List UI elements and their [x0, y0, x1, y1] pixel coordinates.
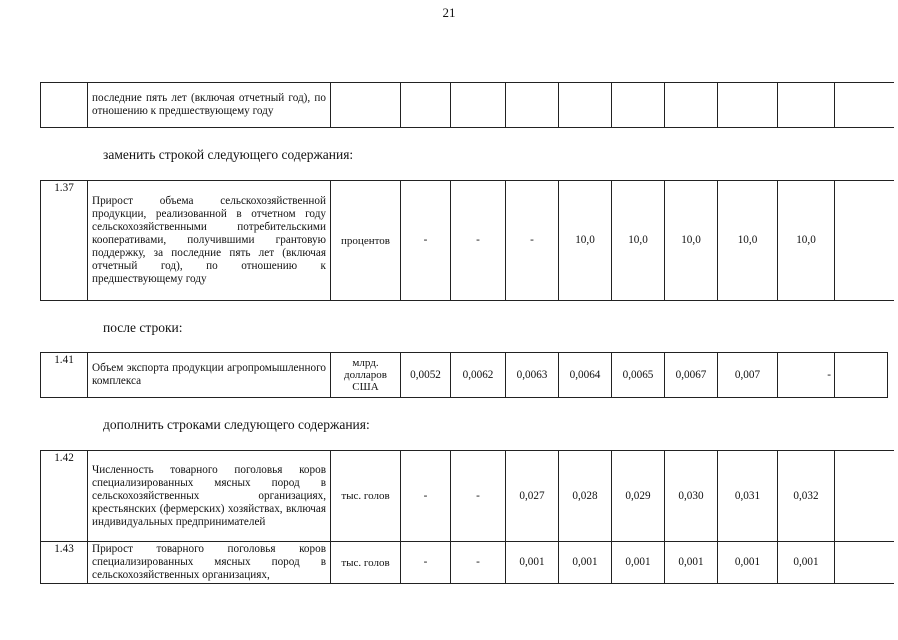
value-cell: [665, 83, 718, 128]
value-cell: 0,028: [559, 451, 612, 542]
value-cell: -: [451, 451, 506, 542]
value-cell: 0,032: [778, 451, 835, 542]
value-cell: [559, 83, 612, 128]
value-cell: 0,027: [506, 451, 559, 542]
value-cell: 0,001: [665, 542, 718, 584]
paragraph-replace: заменить строкой следующего содержания:: [103, 147, 354, 162]
value-cell: [451, 83, 506, 128]
paragraph-add: дополнить строками следующего содержания:: [103, 417, 370, 432]
table-row: [41, 451, 894, 542]
value-cell: 0,001: [559, 542, 612, 584]
row-141-table: [40, 352, 888, 398]
value-cell: 0,001: [778, 542, 835, 584]
value-cell: [835, 542, 894, 584]
row-description: Численность товарного поголовья коров специализированных мясных пород в сельскохозяйственных организациях, крестьянских (фермерских) хозяйствах, включая индивидуальных предпринимателей: [88, 451, 331, 542]
value-cell: 0,0062: [451, 353, 506, 398]
row-unit: тыс. голов: [331, 451, 401, 542]
page-number: 21: [442, 5, 456, 20]
value-cell: 0,0052: [401, 353, 451, 398]
value-cell: 0,001: [718, 542, 778, 584]
value-cell: 10,0: [612, 181, 665, 301]
value-cell: [778, 83, 835, 128]
value-cell: -: [401, 451, 451, 542]
row-number: 1.37: [41, 181, 88, 301]
value-cell: 0,031: [718, 451, 778, 542]
row-unit: процентов: [331, 181, 401, 301]
table-row: [41, 542, 894, 584]
value-cell: 10,0: [559, 181, 612, 301]
row-unit: млрд. долларов США: [331, 353, 401, 398]
value-cell: 0,029: [612, 451, 665, 542]
value-cell: [718, 83, 778, 128]
value-cell: -: [451, 181, 506, 301]
table-row: [41, 83, 894, 128]
value-cell: -: [778, 353, 835, 398]
table-row: [41, 353, 888, 398]
value-cell: [835, 451, 894, 542]
row-description: Объем экспорта продукции агропромышленного комплекса: [88, 353, 331, 398]
value-cell: -: [506, 181, 559, 301]
unit-cell: [331, 83, 401, 128]
row-unit: тыс. голов: [331, 542, 401, 584]
paragraph-after: после строки:: [103, 320, 183, 335]
row-137-table: [40, 180, 894, 301]
row-number: 1.43: [41, 542, 88, 584]
row-description: Прирост товарного поголовья коров специализированных мясных пород в сельскохозяйственных организациях,: [88, 542, 331, 584]
row-number: 1.41: [41, 353, 88, 398]
value-cell: 10,0: [718, 181, 778, 301]
value-cell: 0,030: [665, 451, 718, 542]
row-description: последние пять лет (включая отчетный год), по отношению к предшествующему году: [88, 83, 331, 128]
value-cell: 0,0065: [612, 353, 665, 398]
value-cell: 10,0: [665, 181, 718, 301]
value-cell: 0,0067: [665, 353, 718, 398]
value-cell: [835, 83, 894, 128]
value-cell: 0,001: [612, 542, 665, 584]
value-cell: 0,0064: [559, 353, 612, 398]
value-cell: [612, 83, 665, 128]
value-cell: -: [401, 542, 451, 584]
top-fragment-table: [40, 82, 894, 128]
value-cell: [835, 181, 894, 301]
table-row: [41, 181, 894, 301]
row-description: Прирост объема сельскохозяйственной продукции, реализованной в отчетном году сельскохозяйственными потребительскими кооперативами, получившими грантовую поддержку, за последние пять лет (включая отчетный год), по отношению к предшествующему году: [88, 181, 331, 301]
value-cell: [506, 83, 559, 128]
row-number-cell: [41, 83, 88, 128]
value-cell: 0,007: [718, 353, 778, 398]
row-number: 1.42: [41, 451, 88, 542]
value-cell: -: [451, 542, 506, 584]
value-cell: 0,0063: [506, 353, 559, 398]
value-cell: 0,001: [506, 542, 559, 584]
value-cell: [401, 83, 451, 128]
value-cell: 10,0: [778, 181, 835, 301]
value-cell: -: [401, 181, 451, 301]
value-cell: [835, 353, 888, 398]
rows-142-143-table: [40, 450, 894, 584]
